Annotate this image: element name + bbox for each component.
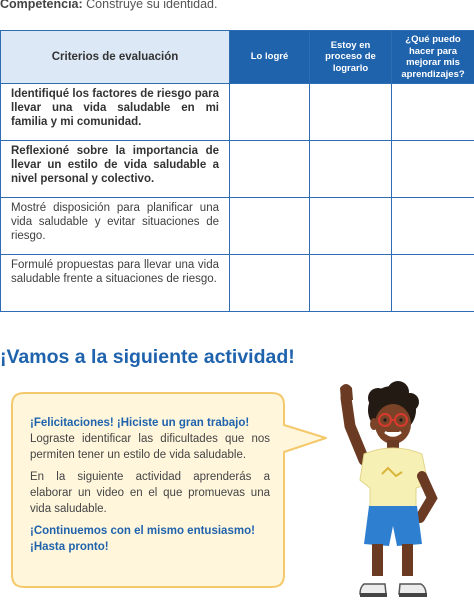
bubble-paragraph-2: En la siguiente actividad aprenderás a elaborar un video en el que promuevas una vida saludable.	[30, 471, 270, 515]
check-cell-achieved[interactable]	[230, 255, 310, 312]
criterion-text: Reflexioné sobre la importancia de llevar un estilo de vida saludable a nivel personal y colectivo.	[1, 141, 230, 198]
check-cell-achieved[interactable]	[230, 198, 310, 255]
competencia-line	[0, 0, 217, 11]
check-cell-achieved[interactable]	[230, 84, 310, 141]
check-cell-achieved[interactable]	[230, 141, 310, 198]
closing-text-1: ¡Continuemos con el mismo entusiasmo!	[30, 525, 255, 537]
level-improve-header: ¿Qué puedo hacer para mejorar mis aprendizajes?	[392, 31, 474, 84]
bubble-paragraph-1: Lograste identificar las dificultades que nos permiten tener un estilo de vida saludable.	[30, 433, 270, 461]
improve-cell[interactable]	[392, 141, 474, 198]
closing-text-2: ¡Hasta pronto!	[30, 541, 109, 553]
competencia-text: Construye su identidad.	[86, 0, 218, 11]
criterion-text: Identifiqué los factores de riesgo para llevar una vida saludable en mi familia y mi comunidad.	[1, 84, 230, 141]
criterion-text: Mostré disposición para planificar una vida saludable y evitar situaciones de riesgo.	[1, 198, 230, 255]
check-cell-in-progress[interactable]	[310, 198, 392, 255]
competencia-label: Competencia:	[0, 0, 83, 11]
criteria-header: Criterios de evaluación	[1, 31, 230, 84]
check-cell-in-progress[interactable]	[310, 255, 392, 312]
bubble-text	[30, 415, 270, 561]
level-achieved-header: Lo logré	[230, 31, 310, 84]
speech-bubble	[10, 392, 328, 588]
evaluation-table	[0, 30, 474, 312]
table-row	[1, 198, 474, 255]
improve-cell[interactable]	[392, 84, 474, 141]
check-cell-in-progress[interactable]	[310, 141, 392, 198]
table-header-row	[1, 31, 474, 84]
level-in-progress-header: Estoy en proceso de lograrlo	[310, 31, 392, 84]
check-cell-in-progress[interactable]	[310, 84, 392, 141]
congrats-text: ¡Felicitaciones! ¡Hiciste un gran trabajo!	[30, 417, 250, 429]
criterion-text: Formulé propuestas para llevar una vida saludable frente a situaciones de riesgo.	[1, 255, 230, 312]
boy-waving-illustration	[336, 380, 446, 604]
improve-cell[interactable]	[392, 198, 474, 255]
table-row	[1, 255, 474, 312]
next-activity-heading: ¡Vamos a la siguiente actividad!	[0, 346, 295, 368]
table-row	[1, 84, 474, 141]
table-row	[1, 141, 474, 198]
improve-cell[interactable]	[392, 255, 474, 312]
